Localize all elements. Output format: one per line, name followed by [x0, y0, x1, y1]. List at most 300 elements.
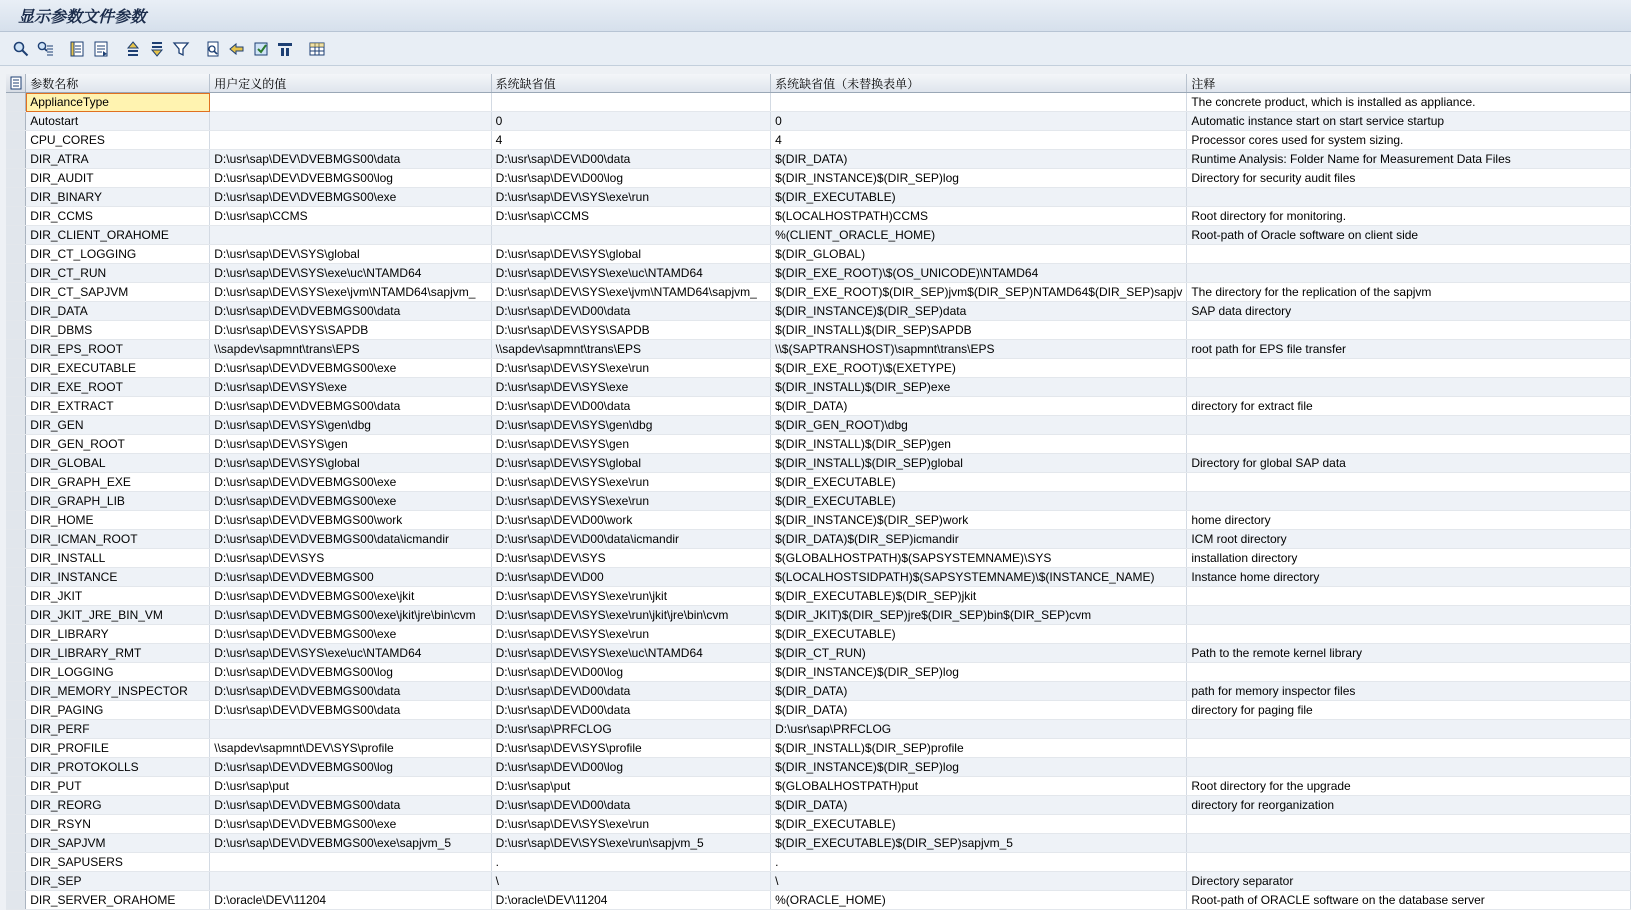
system-default-cell[interactable]: D:\usr\sap\DEV\SYS\global [491, 454, 770, 473]
param-name-cell[interactable]: DIR_GEN_ROOT [26, 435, 210, 454]
system-default-raw-cell[interactable]: \ [771, 872, 1187, 891]
system-default-cell[interactable]: D:\usr\sap\DEV\SYS\exe\run\sapjvm_5 [491, 834, 770, 853]
comment-cell[interactable]: root path for EPS file transfer [1187, 340, 1631, 359]
row-selector[interactable] [6, 720, 26, 739]
comment-cell[interactable] [1187, 720, 1631, 739]
row-selector[interactable] [6, 644, 26, 663]
column-header-user-value[interactable]: 用户定义的值 [210, 74, 491, 93]
table-row[interactable] [6, 245, 1631, 264]
comment-cell[interactable] [1187, 625, 1631, 644]
user-value-cell[interactable]: D:\usr\sap\DEV\DVEBMGS00\exe [210, 815, 491, 834]
param-name-cell[interactable]: DIR_GRAPH_EXE [26, 473, 210, 492]
row-selector[interactable] [6, 549, 26, 568]
system-default-raw-cell[interactable]: $(DIR_INSTALL)$(DIR_SEP)SAPDB [771, 321, 1187, 340]
table-row[interactable] [6, 777, 1631, 796]
comment-cell[interactable]: The directory for the replication of the sapjvm [1187, 283, 1631, 302]
system-default-cell[interactable]: D:\usr\sap\DEV\SYS\exe\uc\NTAMD64 [491, 644, 770, 663]
comment-cell[interactable]: ICM root directory [1187, 530, 1631, 549]
row-selector[interactable] [6, 302, 26, 321]
table-row[interactable] [6, 435, 1631, 454]
table-row[interactable] [6, 188, 1631, 207]
row-selector[interactable] [6, 511, 26, 530]
system-default-raw-cell[interactable]: $(DIR_INSTALL)$(DIR_SEP)gen [771, 435, 1187, 454]
system-default-cell[interactable]: D:\usr\sap\CCMS [491, 207, 770, 226]
table-row[interactable] [6, 492, 1631, 511]
system-default-cell[interactable]: D:\usr\sap\DEV\SYS\exe\run [491, 625, 770, 644]
system-default-raw-cell[interactable]: $(DIR_DATA) [771, 701, 1187, 720]
table-row[interactable] [6, 340, 1631, 359]
user-value-cell[interactable]: D:\usr\sap\DEV\DVEBMGS00\exe [210, 625, 491, 644]
user-value-cell[interactable]: D:\usr\sap\DEV\DVEBMGS00\exe\sapjvm_5 [210, 834, 491, 853]
table-row[interactable] [6, 131, 1631, 150]
comment-cell[interactable]: The concrete product, which is installed as appliance. [1187, 93, 1631, 112]
user-value-cell[interactable]: D:\usr\sap\DEV\DVEBMGS00\log [210, 758, 491, 777]
param-name-cell[interactable]: DIR_BINARY [26, 188, 210, 207]
user-value-cell[interactable]: D:\usr\sap\DEV\DVEBMGS00\exe [210, 359, 491, 378]
table-row[interactable] [6, 872, 1631, 891]
system-default-cell[interactable]: D:\usr\sap\DEV\D00\data [491, 682, 770, 701]
table-row[interactable] [6, 549, 1631, 568]
row-selector[interactable] [6, 454, 26, 473]
comment-cell[interactable]: Directory for security audit files [1187, 169, 1631, 188]
row-selector[interactable] [6, 188, 26, 207]
row-selector[interactable] [6, 815, 26, 834]
user-value-cell[interactable]: D:\usr\sap\DEV\DVEBMGS00\exe [210, 473, 491, 492]
system-default-raw-cell[interactable]: $(DIR_DATA) [771, 796, 1187, 815]
system-default-cell[interactable]: D:\usr\sap\DEV\SYS\global [491, 245, 770, 264]
system-default-cell[interactable]: D:\usr\sap\DEV\SYS\profile [491, 739, 770, 758]
row-selector[interactable] [6, 625, 26, 644]
system-default-raw-cell[interactable]: $(DIR_JKIT)$(DIR_SEP)jre$(DIR_SEP)bin$(DIR_SEP)cvm [771, 606, 1187, 625]
table-row[interactable] [6, 796, 1631, 815]
row-selector[interactable] [6, 872, 26, 891]
system-default-raw-cell[interactable]: $(LOCALHOSTSIDPATH)$(SAPSYSTEMNAME)\$(INSTANCE_NAME) [771, 568, 1187, 587]
table-row[interactable] [6, 359, 1631, 378]
system-default-raw-cell[interactable]: $(DIR_INSTANCE)$(DIR_SEP)log [771, 758, 1187, 777]
comment-cell[interactable] [1187, 834, 1631, 853]
system-default-raw-cell[interactable]: $(DIR_CT_RUN) [771, 644, 1187, 663]
user-value-cell[interactable]: D:\usr\sap\DEV\SYS\gen [210, 435, 491, 454]
system-default-raw-cell[interactable]: $(DIR_EXECUTABLE)$(DIR_SEP)jkit [771, 587, 1187, 606]
column-header-system-default[interactable]: 系统缺省值 [491, 74, 770, 93]
param-name-cell[interactable]: DIR_EXECUTABLE [26, 359, 210, 378]
param-name-cell[interactable]: DIR_DBMS [26, 321, 210, 340]
param-name-cell[interactable]: DIR_SEP [26, 872, 210, 891]
table-row[interactable] [6, 511, 1631, 530]
row-selector[interactable] [6, 777, 26, 796]
sort-ascending-button[interactable] [122, 38, 144, 60]
row-selector[interactable] [6, 226, 26, 245]
param-name-cell[interactable]: DIR_LIBRARY_RMT [26, 644, 210, 663]
system-default-cell[interactable]: D:\usr\sap\DEV\D00\data\icmandir [491, 530, 770, 549]
user-value-cell[interactable]: D:\usr\sap\DEV\DVEBMGS00\data [210, 150, 491, 169]
row-selector[interactable] [6, 340, 26, 359]
system-default-cell[interactable]: D:\usr\sap\DEV\SYS\exe\run [491, 473, 770, 492]
user-value-cell[interactable] [210, 720, 491, 739]
row-selector[interactable] [6, 359, 26, 378]
row-selector[interactable] [6, 283, 26, 302]
table-row[interactable] [6, 93, 1631, 112]
system-default-raw-cell[interactable]: $(DIR_INSTANCE)$(DIR_SEP)log [771, 169, 1187, 188]
param-name-cell[interactable]: DIR_INSTALL [26, 549, 210, 568]
param-name-cell[interactable]: DIR_LIBRARY [26, 625, 210, 644]
user-value-cell[interactable]: \\sapdev\sapmnt\trans\EPS [210, 340, 491, 359]
system-default-raw-cell[interactable]: $(DIR_GLOBAL) [771, 245, 1187, 264]
comment-cell[interactable] [1187, 853, 1631, 872]
param-name-cell[interactable]: DIR_EXTRACT [26, 397, 210, 416]
param-name-cell[interactable]: DIR_EXE_ROOT [26, 378, 210, 397]
comment-cell[interactable] [1187, 264, 1631, 283]
system-default-raw-cell[interactable]: %(CLIENT_ORACLE_HOME) [771, 226, 1187, 245]
select-all-button[interactable] [6, 74, 26, 93]
row-selector[interactable] [6, 663, 26, 682]
system-default-cell[interactable]: \ [491, 872, 770, 891]
param-name-cell[interactable]: DIR_SAPUSERS [26, 853, 210, 872]
row-selector[interactable] [6, 416, 26, 435]
user-value-cell[interactable] [210, 853, 491, 872]
param-name-cell[interactable]: CPU_CORES [26, 131, 210, 150]
comment-cell[interactable]: Path to the remote kernel library [1187, 644, 1631, 663]
comment-cell[interactable]: directory for reorganization [1187, 796, 1631, 815]
row-selector[interactable] [6, 587, 26, 606]
system-default-raw-cell[interactable]: \\$(SAPTRANSHOST)\sapmnt\trans\EPS [771, 340, 1187, 359]
comment-cell[interactable]: SAP data directory [1187, 302, 1631, 321]
row-selector[interactable] [6, 758, 26, 777]
param-name-cell[interactable]: DIR_CT_SAPJVM [26, 283, 210, 302]
table-row[interactable] [6, 663, 1631, 682]
column-header-system-default-unsubstituted[interactable]: 系统缺省值（未替换表单） [771, 74, 1187, 93]
system-default-cell[interactable]: \\sapdev\sapmnt\trans\EPS [491, 340, 770, 359]
user-value-cell[interactable]: D:\usr\sap\DEV\DVEBMGS00\log [210, 169, 491, 188]
comment-cell[interactable] [1187, 416, 1631, 435]
row-selector[interactable] [6, 93, 26, 112]
param-name-cell[interactable]: DIR_CLIENT_ORAHOME [26, 226, 210, 245]
system-default-cell[interactable]: D:\usr\sap\DEV\D00\data [491, 701, 770, 720]
abc-analysis-button[interactable] [274, 38, 296, 60]
comment-cell[interactable]: home directory [1187, 511, 1631, 530]
row-selector[interactable] [6, 245, 26, 264]
table-row[interactable] [6, 169, 1631, 188]
comment-cell[interactable] [1187, 492, 1631, 511]
system-default-raw-cell[interactable]: 4 [771, 131, 1187, 150]
user-value-cell[interactable]: \\sapdev\sapmnt\DEV\SYS\profile [210, 739, 491, 758]
system-default-cell[interactable]: D:\usr\sap\DEV\SYS\exe\run\jkit [491, 587, 770, 606]
comment-cell[interactable] [1187, 815, 1631, 834]
system-default-raw-cell[interactable]: $(DIR_INSTALL)$(DIR_SEP)profile [771, 739, 1187, 758]
row-selector[interactable] [6, 701, 26, 720]
row-selector[interactable] [6, 834, 26, 853]
param-name-cell[interactable]: DIR_CT_RUN [26, 264, 210, 283]
user-value-cell[interactable]: D:\usr\sap\DEV\DVEBMGS00\data [210, 701, 491, 720]
param-name-cell[interactable]: DIR_ATRA [26, 150, 210, 169]
system-default-raw-cell[interactable]: $(DIR_EXECUTABLE) [771, 625, 1187, 644]
system-default-raw-cell[interactable]: $(DIR_EXE_ROOT)\$(EXETYPE) [771, 359, 1187, 378]
row-selector[interactable] [6, 435, 26, 454]
table-row[interactable] [6, 625, 1631, 644]
system-default-cell[interactable]: D:\usr\sap\DEV\SYS\exe\jvm\NTAMD64\sapjvm_ [491, 283, 770, 302]
param-name-cell[interactable]: DIR_JKIT_JRE_BIN_VM [26, 606, 210, 625]
table-row[interactable] [6, 283, 1631, 302]
param-name-cell[interactable]: DIR_HOME [26, 511, 210, 530]
user-value-cell[interactable]: D:\usr\sap\DEV\SYS\gen\dbg [210, 416, 491, 435]
system-default-cell[interactable]: D:\usr\sap\DEV\SYS\exe\run [491, 359, 770, 378]
user-value-cell[interactable]: D:\usr\sap\DEV\SYS\global [210, 454, 491, 473]
system-default-cell[interactable]: D:\usr\sap\DEV\D00\log [491, 169, 770, 188]
system-default-cell[interactable]: D:\usr\sap\DEV\SYS\exe [491, 378, 770, 397]
table-row[interactable] [6, 682, 1631, 701]
user-value-cell[interactable]: D:\usr\sap\DEV\DVEBMGS00\log [210, 663, 491, 682]
user-value-cell[interactable]: D:\usr\sap\put [210, 777, 491, 796]
param-name-cell[interactable]: DIR_PROFILE [26, 739, 210, 758]
system-default-cell[interactable]: D:\usr\sap\DEV\SYS [491, 549, 770, 568]
comment-cell[interactable] [1187, 321, 1631, 340]
system-default-cell[interactable]: D:\usr\sap\put [491, 777, 770, 796]
system-default-cell[interactable]: D:\usr\sap\DEV\SYS\exe\uc\NTAMD64 [491, 264, 770, 283]
comment-cell[interactable] [1187, 739, 1631, 758]
param-name-cell[interactable]: DIR_PAGING [26, 701, 210, 720]
row-selector[interactable] [6, 568, 26, 587]
table-row[interactable] [6, 397, 1631, 416]
system-default-raw-cell[interactable]: $(GLOBALHOSTPATH)$(SAPSYSTEMNAME)\SYS [771, 549, 1187, 568]
param-name-cell[interactable]: DIR_GRAPH_LIB [26, 492, 210, 511]
table-row[interactable] [6, 454, 1631, 473]
system-default-raw-cell[interactable]: D:\usr\sap\PRFCLOG [771, 720, 1187, 739]
comment-cell[interactable]: Root-path of Oracle software on client side [1187, 226, 1631, 245]
details-button[interactable] [66, 38, 88, 60]
system-default-cell[interactable]: D:\usr\sap\DEV\D00\work [491, 511, 770, 530]
comment-cell[interactable] [1187, 359, 1631, 378]
row-selector[interactable] [6, 378, 26, 397]
system-default-raw-cell[interactable]: $(LOCALHOSTPATH)CCMS [771, 207, 1187, 226]
user-value-cell[interactable] [210, 131, 491, 150]
param-name-cell[interactable]: DIR_PERF [26, 720, 210, 739]
system-default-cell[interactable]: D:\usr\sap\PRFCLOG [491, 720, 770, 739]
system-default-raw-cell[interactable]: $(DIR_EXECUTABLE) [771, 473, 1187, 492]
system-default-raw-cell[interactable]: $(DIR_DATA) [771, 150, 1187, 169]
system-default-cell[interactable]: D:\usr\sap\DEV\SYS\exe\run [491, 492, 770, 511]
table-row[interactable] [6, 720, 1631, 739]
user-value-cell[interactable]: D:\usr\sap\DEV\SYS\exe\jvm\NTAMD64\sapjvm_ [210, 283, 491, 302]
system-default-raw-cell[interactable]: $(DIR_EXECUTABLE) [771, 815, 1187, 834]
row-selector[interactable] [6, 473, 26, 492]
system-default-cell[interactable]: 4 [491, 131, 770, 150]
user-value-cell[interactable]: D:\usr\sap\DEV\DVEBMGS00\data [210, 397, 491, 416]
param-name-cell[interactable]: DIR_GEN [26, 416, 210, 435]
user-value-cell[interactable]: D:\usr\sap\DEV\SYS [210, 549, 491, 568]
comment-cell[interactable]: Root directory for the upgrade [1187, 777, 1631, 796]
user-value-cell[interactable]: D:\usr\sap\DEV\DVEBMGS00\data [210, 796, 491, 815]
table-row[interactable] [6, 302, 1631, 321]
table-row[interactable] [6, 264, 1631, 283]
table-row[interactable] [6, 321, 1631, 340]
table-row[interactable] [6, 644, 1631, 663]
comment-cell[interactable]: Instance home directory [1187, 568, 1631, 587]
user-value-cell[interactable]: D:\usr\sap\DEV\SYS\SAPDB [210, 321, 491, 340]
system-default-cell[interactable]: 0 [491, 112, 770, 131]
system-default-cell[interactable]: D:\usr\sap\DEV\SYS\exe\run [491, 815, 770, 834]
row-selector[interactable] [6, 492, 26, 511]
system-default-cell[interactable]: D:\usr\sap\DEV\SYS\exe\run\jkit\jre\bin\cvm [491, 606, 770, 625]
user-value-cell[interactable]: D:\usr\sap\DEV\SYS\exe [210, 378, 491, 397]
system-default-raw-cell[interactable]: $(DIR_DATA)$(DIR_SEP)icmandir [771, 530, 1187, 549]
table-row[interactable] [6, 473, 1631, 492]
user-value-cell[interactable]: D:\usr\sap\DEV\SYS\exe\uc\NTAMD64 [210, 264, 491, 283]
system-default-raw-cell[interactable]: $(DIR_INSTALL)$(DIR_SEP)global [771, 454, 1187, 473]
row-selector[interactable] [6, 739, 26, 758]
comment-cell[interactable]: directory for extract file [1187, 397, 1631, 416]
row-selector[interactable] [6, 321, 26, 340]
table-row[interactable] [6, 207, 1631, 226]
user-value-cell[interactable]: D:\usr\sap\DEV\DVEBMGS00\exe [210, 188, 491, 207]
comment-cell[interactable]: Directory for global SAP data [1187, 454, 1631, 473]
row-selector[interactable] [6, 853, 26, 872]
user-value-cell[interactable]: D:\usr\sap\DEV\DVEBMGS00\work [210, 511, 491, 530]
system-default-cell[interactable]: D:\oracle\DEV\11204 [491, 891, 770, 910]
table-row[interactable] [6, 891, 1631, 910]
param-name-cell[interactable]: DIR_EPS_ROOT [26, 340, 210, 359]
param-name-cell[interactable]: DIR_SERVER_ORAHOME [26, 891, 210, 910]
row-selector[interactable] [6, 207, 26, 226]
comment-cell[interactable]: Automatic instance start on start service startup [1187, 112, 1631, 131]
row-selector[interactable] [6, 264, 26, 283]
user-value-cell[interactable]: D:\oracle\DEV\11204 [210, 891, 491, 910]
table-row[interactable] [6, 226, 1631, 245]
select-detail-button[interactable] [90, 38, 112, 60]
param-name-cell[interactable]: DIR_RSYN [26, 815, 210, 834]
param-name-cell[interactable]: DIR_ICMAN_ROOT [26, 530, 210, 549]
system-default-cell[interactable]: D:\usr\sap\DEV\D00 [491, 568, 770, 587]
table-row[interactable] [6, 815, 1631, 834]
table-row[interactable] [6, 758, 1631, 777]
system-default-raw-cell[interactable]: $(DIR_EXECUTABLE)$(DIR_SEP)sapjvm_5 [771, 834, 1187, 853]
system-default-cell[interactable]: D:\usr\sap\DEV\D00\log [491, 663, 770, 682]
row-selector[interactable] [6, 682, 26, 701]
user-value-cell[interactable]: D:\usr\sap\DEV\DVEBMGS00\exe\jkit\jre\bin\cvm [210, 606, 491, 625]
row-selector[interactable] [6, 530, 26, 549]
system-default-raw-cell[interactable]: $(DIR_DATA) [771, 682, 1187, 701]
system-default-cell[interactable]: D:\usr\sap\DEV\D00\data [491, 150, 770, 169]
user-value-cell[interactable]: D:\usr\sap\DEV\SYS\global [210, 245, 491, 264]
comment-cell[interactable] [1187, 188, 1631, 207]
system-default-cell[interactable]: D:\usr\sap\DEV\SYS\gen\dbg [491, 416, 770, 435]
system-default-cell[interactable] [491, 93, 770, 112]
system-default-raw-cell[interactable]: $(DIR_DATA) [771, 397, 1187, 416]
user-value-cell[interactable] [210, 93, 491, 112]
export-button[interactable] [226, 38, 248, 60]
user-value-cell[interactable]: D:\usr\sap\DEV\DVEBMGS00 [210, 568, 491, 587]
table-row[interactable] [6, 416, 1631, 435]
param-name-cell[interactable]: DIR_PROTOKOLLS [26, 758, 210, 777]
system-default-cell[interactable]: . [491, 853, 770, 872]
column-header-parameter-name[interactable]: 参数名称 [26, 74, 210, 93]
system-default-cell[interactable] [491, 226, 770, 245]
table-row[interactable] [6, 701, 1631, 720]
system-default-cell[interactable]: D:\usr\sap\DEV\D00\data [491, 302, 770, 321]
local-file-button[interactable] [250, 38, 272, 60]
system-default-raw-cell[interactable]: . [771, 853, 1187, 872]
param-name-cell[interactable]: DIR_GLOBAL [26, 454, 210, 473]
print-preview-button[interactable] [202, 38, 224, 60]
row-selector[interactable] [6, 112, 26, 131]
comment-cell[interactable]: Runtime Analysis: Folder Name for Measurement Data Files [1187, 150, 1631, 169]
filter-button[interactable] [170, 38, 192, 60]
comment-cell[interactable]: Directory separator [1187, 872, 1631, 891]
system-default-raw-cell[interactable]: 0 [771, 112, 1187, 131]
system-default-cell[interactable]: D:\usr\sap\DEV\D00\log [491, 758, 770, 777]
row-selector[interactable] [6, 796, 26, 815]
table-row[interactable] [6, 530, 1631, 549]
table-row[interactable] [6, 150, 1631, 169]
param-name-cell[interactable]: DIR_LOGGING [26, 663, 210, 682]
system-default-cell[interactable]: D:\usr\sap\DEV\D00\data [491, 397, 770, 416]
user-value-cell[interactable]: D:\usr\sap\DEV\DVEBMGS00\data\icmandir [210, 530, 491, 549]
comment-cell[interactable] [1187, 378, 1631, 397]
row-selector[interactable] [6, 397, 26, 416]
comment-cell[interactable] [1187, 587, 1631, 606]
table-row[interactable] [6, 739, 1631, 758]
user-value-cell[interactable]: D:\usr\sap\DEV\DVEBMGS00\data [210, 302, 491, 321]
comment-cell[interactable]: directory for paging file [1187, 701, 1631, 720]
row-selector[interactable] [6, 169, 26, 188]
sort-descending-button[interactable] [146, 38, 168, 60]
param-name-cell[interactable]: DIR_CCMS [26, 207, 210, 226]
row-selector[interactable] [6, 131, 26, 150]
system-default-raw-cell[interactable] [771, 93, 1187, 112]
system-default-raw-cell[interactable]: $(DIR_INSTANCE)$(DIR_SEP)log [771, 663, 1187, 682]
system-default-cell[interactable]: D:\usr\sap\DEV\D00\data [491, 796, 770, 815]
param-name-cell[interactable]: DIR_INSTANCE [26, 568, 210, 587]
user-value-cell[interactable]: D:\usr\sap\CCMS [210, 207, 491, 226]
system-default-raw-cell[interactable]: %(ORACLE_HOME) [771, 891, 1187, 910]
comment-cell[interactable] [1187, 663, 1631, 682]
comment-cell[interactable] [1187, 606, 1631, 625]
system-default-raw-cell[interactable]: $(DIR_EXECUTABLE) [771, 188, 1187, 207]
comment-cell[interactable]: Processor cores used for system sizing. [1187, 131, 1631, 150]
row-selector[interactable] [6, 606, 26, 625]
param-name-cell[interactable]: DIR_AUDIT [26, 169, 210, 188]
param-name-cell[interactable]: DIR_DATA [26, 302, 210, 321]
param-name-cell[interactable]: DIR_REORG [26, 796, 210, 815]
system-default-raw-cell[interactable]: $(DIR_INSTANCE)$(DIR_SEP)data [771, 302, 1187, 321]
system-default-cell[interactable]: D:\usr\sap\DEV\SYS\gen [491, 435, 770, 454]
user-value-cell[interactable]: D:\usr\sap\DEV\DVEBMGS00\exe\jkit [210, 587, 491, 606]
find-next-button[interactable] [34, 38, 56, 60]
system-default-raw-cell[interactable]: $(DIR_GEN_ROOT)\dbg [771, 416, 1187, 435]
table-row[interactable] [6, 853, 1631, 872]
system-default-raw-cell[interactable]: $(DIR_EXE_ROOT)$(DIR_SEP)jvm$(DIR_SEP)NTAMD64$(DIR_SEP)sapjv [771, 283, 1187, 302]
system-default-cell[interactable]: D:\usr\sap\DEV\SYS\exe\run [491, 188, 770, 207]
table-row[interactable] [6, 606, 1631, 625]
system-default-raw-cell[interactable]: $(DIR_EXE_ROOT)\$(OS_UNICODE)\NTAMD64 [771, 264, 1187, 283]
param-name-cell[interactable]: DIR_JKIT [26, 587, 210, 606]
user-value-cell[interactable]: D:\usr\sap\DEV\DVEBMGS00\exe [210, 492, 491, 511]
comment-cell[interactable]: Root directory for monitoring. [1187, 207, 1631, 226]
param-name-cell[interactable]: DIR_SAPJVM [26, 834, 210, 853]
row-selector[interactable] [6, 150, 26, 169]
comment-cell[interactable] [1187, 245, 1631, 264]
param-name-cell[interactable]: DIR_CT_LOGGING [26, 245, 210, 264]
user-value-cell[interactable] [210, 226, 491, 245]
comment-cell[interactable] [1187, 473, 1631, 492]
column-header-comment[interactable]: 注释 [1187, 74, 1631, 93]
user-value-cell[interactable] [210, 112, 491, 131]
comment-cell[interactable]: path for memory inspector files [1187, 682, 1631, 701]
param-name-cell[interactable]: Autostart [26, 112, 210, 131]
param-name-cell[interactable]: ApplianceType [26, 93, 210, 112]
table-row[interactable] [6, 112, 1631, 131]
system-default-raw-cell[interactable]: $(DIR_EXECUTABLE) [771, 492, 1187, 511]
table-row[interactable] [6, 834, 1631, 853]
